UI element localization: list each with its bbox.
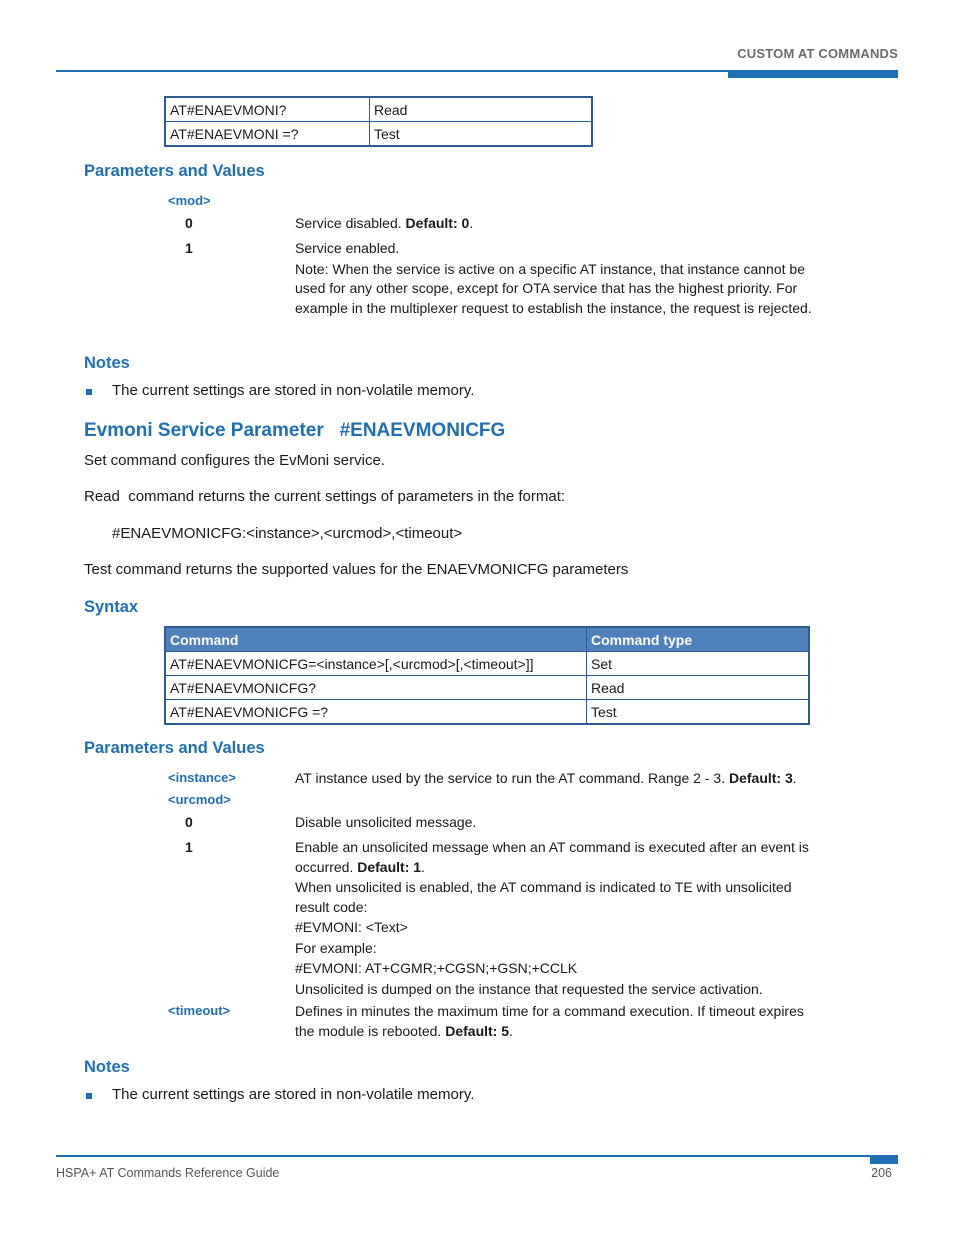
- col-command-header: Command: [165, 627, 587, 652]
- param-mod-name: <mod>: [168, 193, 211, 208]
- note-item: The current settings are stored in non-volatile memory.: [112, 1086, 475, 1103]
- running-header: CUSTOM AT COMMANDS: [737, 46, 898, 61]
- section-paragraph: Set command configures the EvMoni service.: [84, 452, 385, 469]
- footer-accent-bar: [870, 1155, 898, 1164]
- header-accent-bar: [728, 70, 898, 78]
- param-instance-name: <instance>: [168, 770, 236, 785]
- section-paragraph: Test command returns the supported values for the ENAEVMONICFG parameters: [84, 561, 629, 578]
- command-cell: AT#ENAEVMONI?: [165, 97, 370, 122]
- section-title: Evmoni Service Parameter #ENAEVMONICFG: [84, 420, 506, 441]
- type-cell: Test: [587, 700, 810, 725]
- command-cell: AT#ENAEVMONI =?: [165, 122, 370, 147]
- value-description: [295, 214, 820, 234]
- desc-tail: .: [792, 770, 797, 786]
- default-label: Default: 1: [357, 858, 422, 875]
- section-paragraph: Read command returns the current settings of parameters in the format:: [84, 488, 566, 505]
- top-command-table: [164, 96, 593, 147]
- default-label: Default: 0: [405, 215, 470, 231]
- type-cell: Read: [370, 97, 593, 122]
- param-urcmod-name: <urcmod>: [168, 792, 231, 807]
- desc-line: #EVMONI: AT+CGMR;+CGSN;+GSN;+CCLK: [295, 960, 578, 976]
- response-format: #ENAEVMONICFG:<instance>,<urcmod>,<timeout>: [112, 525, 463, 542]
- param-instance-description: [295, 769, 820, 789]
- value-label: 0: [185, 814, 193, 830]
- table-header-row: [165, 627, 809, 652]
- value-description: [295, 239, 820, 318]
- value-label: 1: [185, 839, 193, 855]
- syntax-table: [164, 626, 810, 725]
- desc-note: Note: When the service is active on a specific AT instance, that instance cannot be used for any other scope, except for OTA service that has the highest priority. For example in the multiplexer request to establish the instance, the request is rejected.: [295, 260, 812, 316]
- table-row: [165, 97, 592, 122]
- param-timeout-description: [295, 1002, 820, 1041]
- value-description: [295, 838, 820, 999]
- desc-tail: .: [421, 858, 425, 875]
- footer-rule: [56, 1155, 898, 1157]
- default-label: Default: 3: [728, 770, 793, 786]
- command-cell: AT#ENAEVMONICFG?: [165, 676, 587, 700]
- syntax-heading: Syntax: [84, 598, 139, 616]
- desc-tail: .: [469, 215, 474, 231]
- page-number: 206: [871, 1166, 892, 1180]
- bullet-icon: [86, 1093, 92, 1099]
- desc-tail: .: [509, 1022, 513, 1039]
- footer-doc-title: HSPA+ AT Commands Reference Guide: [56, 1166, 280, 1180]
- notes-heading: Notes: [84, 354, 130, 372]
- bullet-icon: [86, 389, 92, 395]
- desc-line: When unsolicited is enabled, the AT command is indicated to TE with unsolicited result code:: [295, 879, 792, 915]
- desc-text: Defines in minutes the maximum time for a command execution. If timeout expires the module is rebooted.: [295, 1003, 804, 1039]
- table-row: [165, 652, 809, 676]
- notes-heading: Notes: [84, 1058, 130, 1076]
- command-cell: AT#ENAEVMONICFG =?: [165, 700, 587, 725]
- desc-text: AT instance used by the service to run the AT command. Range 2 - 3.: [295, 770, 729, 786]
- table-row: [165, 676, 809, 700]
- type-cell: Set: [587, 652, 810, 676]
- command-cell: AT#ENAEVMONICFG=<instance>[,<urcmod>[,<timeout>]]: [165, 652, 587, 676]
- table-row: [165, 700, 809, 725]
- desc-line: Unsolicited is dumped on the instance that requested the service activation.: [295, 980, 763, 997]
- value-label: 0: [185, 215, 193, 231]
- desc-text: Service disabled.: [295, 215, 406, 231]
- value-label: 1: [185, 240, 193, 256]
- desc-line: #EVMONI: <Text>: [295, 919, 408, 935]
- note-item: The current settings are stored in non-volatile memory.: [112, 382, 475, 399]
- table-row: [165, 122, 592, 147]
- type-cell: Read: [587, 676, 810, 700]
- default-label: Default: 5: [445, 1022, 510, 1039]
- value-description: Disable unsolicited message.: [295, 814, 477, 830]
- params-heading: Parameters and Values: [84, 739, 265, 757]
- desc-line: For example:: [295, 939, 377, 956]
- desc-text: Service enabled.: [295, 240, 400, 256]
- params-heading: Parameters and Values: [84, 162, 265, 180]
- col-type-header: Command type: [587, 627, 810, 652]
- desc-text: Enable an unsolicited message when an AT command is executed after an event is occurred.: [295, 839, 809, 875]
- type-cell: Test: [370, 122, 593, 147]
- param-timeout-name: <timeout>: [168, 1003, 231, 1018]
